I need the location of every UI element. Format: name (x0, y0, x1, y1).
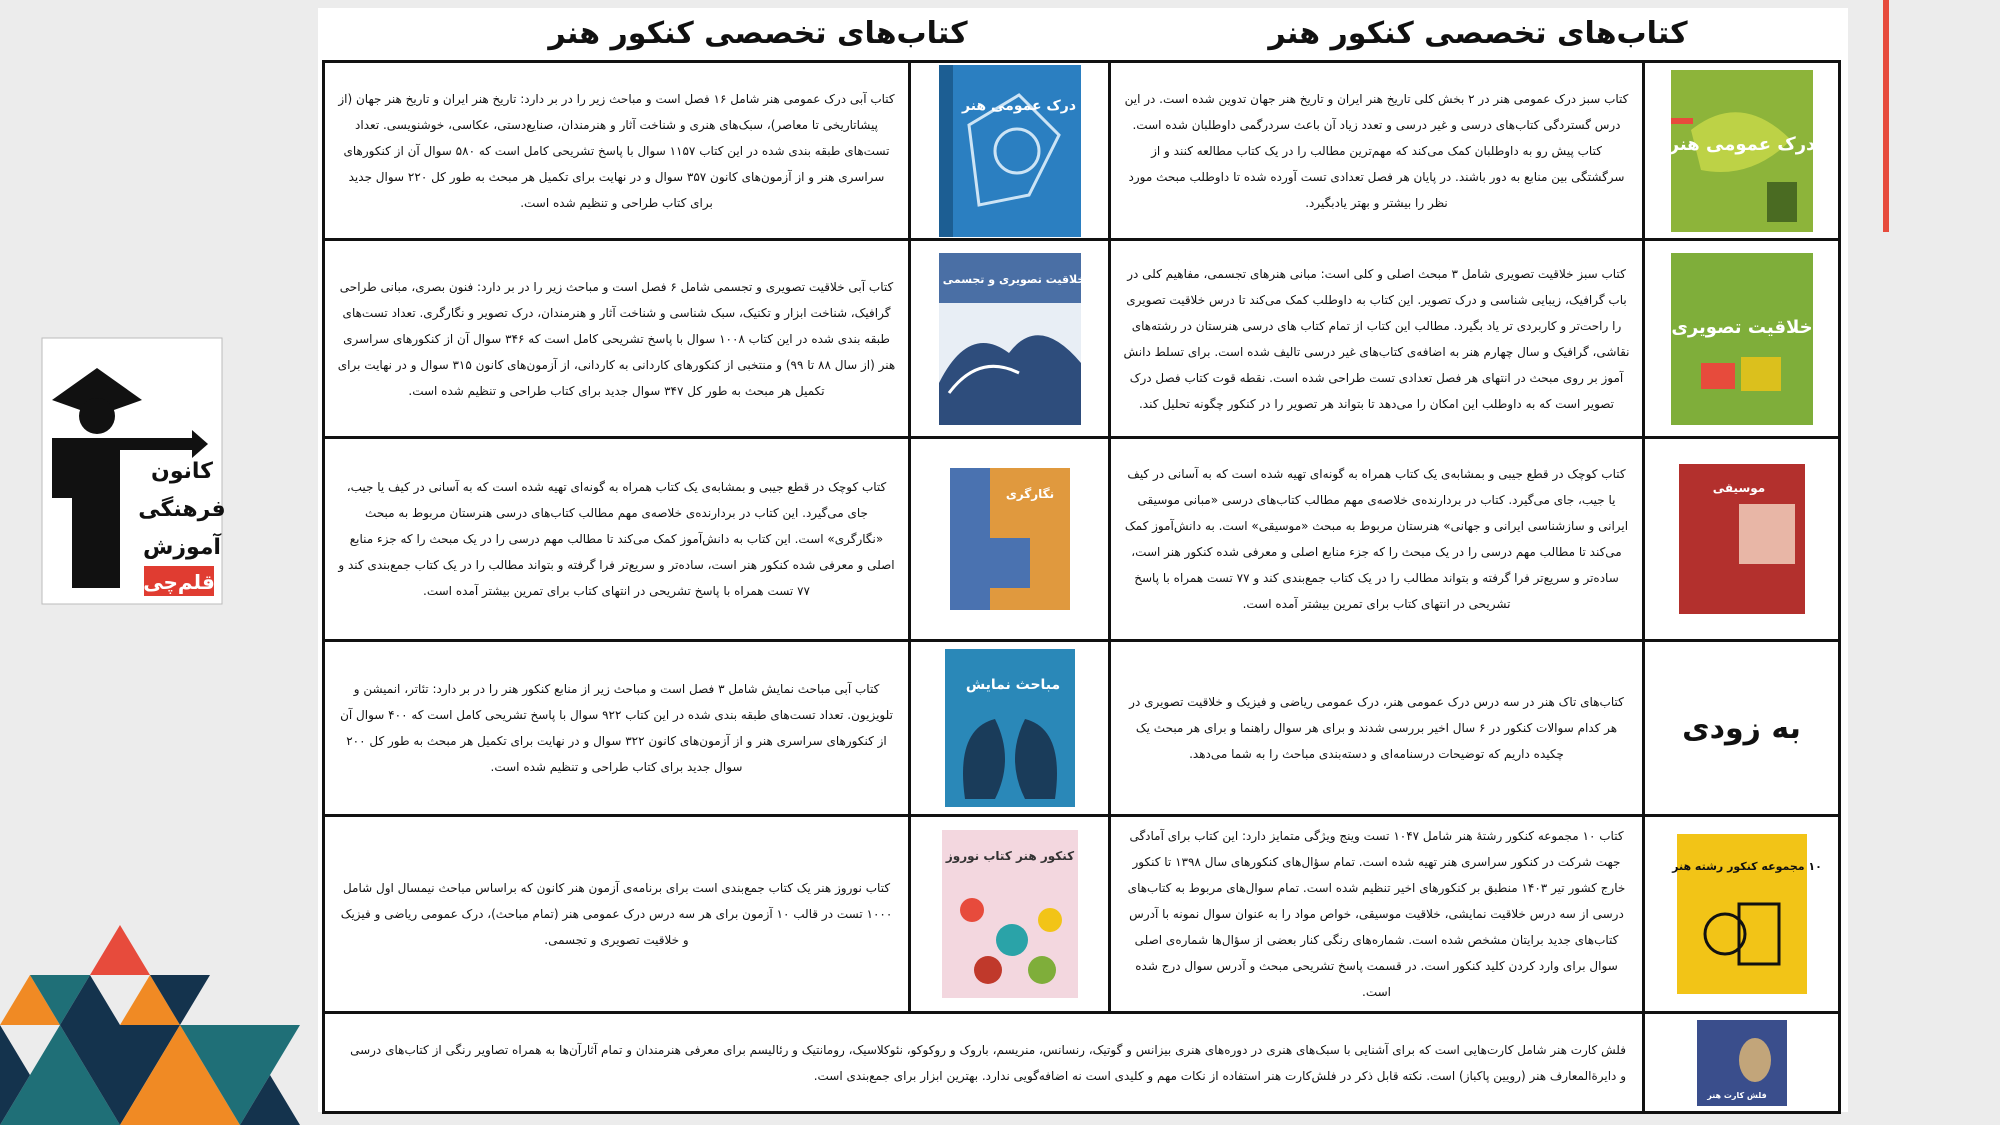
description-cell (324, 641, 910, 816)
book-cover-cell (1644, 240, 1840, 438)
book-cover-negargari (950, 468, 1070, 610)
cover-title: فلش کارت هنر (1706, 1090, 1767, 1100)
accent-red-line (1883, 0, 1889, 232)
description-cell (1110, 240, 1644, 438)
table-row (324, 641, 1840, 816)
book-description: کتاب ۱۰ مجموعه کنکور رشتهٔ هنر شامل ۱۰۴۷ تست وینج ویژگی متمایز دارد: این کتاب برای آمادگی جهت شرکت در کنکور سراسری هنر تهیه شده است. تمام سؤال‌های کنکورهای سال ۱۳۹۸ تا کنکور خارج کشور تیر ۱۴۰۳ منطبق بر کنکورهای اخیر تنظیم شده است. تمام سوال‌های مربوط به کتاب‌های درسی از سه درس خلاقیت نمایشی، خلاقیت موسیقی، خواص مواد را به عنوان سوال نمونه با آدرس کتاب‌های جدید برایتان مشخص شده است. شماره‌های رنگی کنار بعضی از سؤال‌ها شماره‌ی اصلی سوال برای وارد کردن کلید کنکور است. در قسمت پاسخ تشریحی مبحث و آدرس سوال درج شده است. (1127, 829, 1626, 999)
book-cover-blue-omomi (939, 65, 1081, 237)
logo-line-1: کانون (151, 459, 213, 484)
book-description: کتاب آبی مباحث نمایش شامل ۳ فصل است و مباحث زیر از منابع کنکور هنر را در بر دارد: تئاتر، انمیشن و تلویزیون. تعداد تست‌های طبقه بندی شده در این کتاب ۹۲۲ سوال با پاسخ تشریحی کامل است که ۴۰۰ سوال آن از کنکورهای سراسری هنر و از آزمون‌های کانون ۳۲۲ سوال و در نهایت برای تکمیل هر مبحث به طور کل ۲۰۰ سوال جدید برای کتاب طراحی و تنظیم شده است. (340, 682, 893, 774)
book-cover-cell (1644, 1013, 1840, 1113)
table-row (324, 62, 1840, 240)
description-cell (1110, 438, 1644, 641)
cover-title: خلاقیت تصویری و تجسمی (942, 272, 1085, 286)
logo-line-3: آموزش (143, 535, 221, 560)
book-description: کتاب نوروز هنر یک کتاب جمع‌بندی است برای برنامه‌ی آزمون هنر کانون که براساس مباحث نیمسال اول شامل ۱۰۰۰ تست در قالب ۱۰ آزمون برای هر سه درس درک عمومی هنر (تمام مباحث)، درک عمومی ریاضی و فیزیک و خلاقیت تصویری و تجسمی. (340, 881, 893, 947)
book-cover-cell (910, 816, 1110, 1013)
cover-title: مباحث نمایش (965, 677, 1060, 693)
description-cell (324, 62, 910, 240)
book-cover-cell (1644, 438, 1840, 641)
coming-soon-label: به زودی (1682, 710, 1801, 746)
book-cover-cell (910, 438, 1110, 641)
table-row (324, 438, 1840, 641)
book-description: کتاب‌های تاک هنر در سه درس درک عمومی هنر، درک عمومی ریاضی و فیزیک و خلاقیت تصویری در هر کدام سوالات کنکور در ۶ سال اخیر بررسی شدند و برای هر سوال راهنما و برای هر مبحث یک چکیده داریم که توضیحات درسنامه‌ای و دسته‌بندی مباحث را به شما می‌دهد. (1129, 695, 1624, 761)
book-cover-khalaghiat (1671, 253, 1813, 425)
cover-title: درک عمومی هنر (1668, 133, 1815, 155)
book-cover-flash-card (1697, 1020, 1787, 1106)
description-cell (324, 240, 910, 438)
book-cover-dark-omomi (1668, 70, 1815, 232)
book-cover-norooz (942, 830, 1078, 998)
catalog-sheet (318, 8, 1848, 1112)
book-description: فلش کارت هنر شامل کارت‌هایی است که برای آشنایی با سبک‌های هنری در دوره‌های هنری بیزانس و گوتیک، رنسانس، منریسم، باروک و روکوکو، نئوکلاسیک، رومانتیک و رئالیسم برای معرفی هنرمندان و تمام آثارآن‌ها به همراه تصاویر رنگی از کتاب‌های درسی و دایرة‌المعارف هنر (رویین پاکباز) است. نکته قابل ذکر در فلش‌کارت هنر استفاده از نکات مهم و کلیدی است نه اضافه‌گویی ندارد. بهترین ابزار برای جمع‌بندی است. (350, 1042, 1626, 1083)
book-cover-cell (1644, 62, 1840, 240)
header-left: کتاب‌های تخصصی کنکور هنر (548, 16, 968, 51)
book-cover-cell (1644, 816, 1840, 1013)
description-cell (324, 438, 910, 641)
book-cover-khalaghiat-tajasomi (939, 253, 1085, 425)
book-description: کتاب آبی درک عمومی هنر شامل ۱۶ فصل است و مباحث زیر را در بر دارد: تاریخ هنر ایران و تاریخ هنر جهان (از پیشاتاریخی تا معاصر)، سبک‌های هنری و شناخت آثار و هنرمندان، صنایع‌دستی، عکاسی، خوشنویسی. تعداد تست‌های طبقه بندی شده در این کتاب ۱۱۵۷ سوال با پاسخ تشریحی کامل است که ۵۸۰ سوال آن از کنکورهای سراسری هنر و از آزمون‌های کانون ۳۵۷ سوال و در نهایت برای تکمیل هر مبحث به طور کل ۲۲۰ سوال جدید برای کتاب طراحی و تنظیم شده است. (338, 91, 895, 210)
logo-line-2: فرهنگی (138, 497, 226, 522)
table-row (324, 816, 1840, 1013)
book-description: کتاب سبز درک عمومی هنر در ۲ بخش کلی تاریخ هنر ایران و تاریخ هنر جهان تدوین شده است. در این درس گستردگی کتاب‌های درسی و غیر درسی و تعدد زیاد آن باعث سردرگمی داوطلبان شده است. کتاب پیش رو به داوطلبان کمک می‌کند که مهم‌ترین مطالب را در یک کتاب مطالعه کنند و از سرگشتگی بین منابع به دور باشند. در پایان هر فصل تعدادی تست آورده شده تا داوطلب مبحث مورد نظر را بیشتر و بهتر یادبگیرد. (1124, 91, 1629, 210)
cover-title: نگارگری (1005, 487, 1054, 501)
book-cover-cell (910, 240, 1110, 438)
book-cover-cell (910, 62, 1110, 240)
description-cell (324, 816, 910, 1013)
book-description: کتاب آبی خلاقیت تصویری و تجسمی شامل ۶ فصل است و مباحث زیر را در بر دارد: فنون بصری، مبانی طراحی گرافیک، شناخت ابزار و تکنیک، سبک شناسی و شناخت آثار و هنرمندان، درک تصویر و نگارگری. تعداد تست‌های طبقه بندی شده در این کتاب ۱۰۰۸ سوال با پاسخ تشریحی کامل است که ۳۴۶ سوال آن از کنکورهای سراسری هنر (از سال ۸۸ تا ۹۹) و منتخبی از کنکورهای کاردانی به کاردانی، از آزمون‌های کانون ۳۱۵ سوال و در نهایت برای تکمیل هر مبحث به طور کل ۳۴۷ سوال جدید برای کتاب طراحی و تنظیم شده است. (337, 279, 896, 398)
book-cover-10-majmooe (1671, 834, 1822, 994)
cover-title: موسیقی (1712, 481, 1765, 495)
decorative-triangles (0, 925, 320, 1125)
book-description: کتاب کوچک در قطع جیبی و بمشابه‌ی یک کتاب همراه به گونه‌ای تهیه شده است که به آسانی در کیف یا جیب، جای می‌گیرد. این کتاب در بردارنده‌ی خلاصه‌ی مهم مطالب کتاب‌های درسی هنرستان مربوط به مبحث «نگارگری» است. این کتاب به دانش‌آموز کمک می‌کند تا مطالب مهم درسی را در یک مبحث را که جزء منابع اصلی و معرفی شده کنکور هنر است، ساده‌تر و سریع‌تر فرا گرفته و بتواند مطالب را در یک کتاب جمع‌بندی کند و ۷۷ تست همراه با پاسخ تشریحی در انتهای کتاب برای تمرین بیشتر آمده است. (338, 480, 895, 598)
cover-title: خلاقیت تصویری (1670, 316, 1813, 338)
table-row (324, 240, 1840, 438)
book-table (322, 60, 1841, 1114)
description-cell (1110, 641, 1644, 816)
header-right: کتاب‌های تخصصی کنکور هنر (1268, 16, 1688, 51)
book-cover-mabahes-namayesh (945, 649, 1075, 807)
book-cover-cell (910, 641, 1110, 816)
book-description: کتاب سبز خلاقیت تصویری شامل ۳ مبحث اصلی و کلی است: مبانی هنرهای تجسمی، مفاهیم کلی در باب گرافیک، زیبایی شناسی و درک تصویر. این کتاب به داوطلب کمک می‌کند تا درس خلاقیت تصویری را راحت‌تر و کاربردی تر یاد بگیرد. مطالب این کتاب از تمام کتاب های درسی هنرستان در رشته‌های نقاشی، گرافیک و سال چهارم هنر به اضافه‌ی کتاب‌های غیر درسی تالیف شده است. برای تسلط دانش آموز بر روی مبحث در انتهای هر فصل تعدادی تست طراحی شده است. نقطه قوت کتاب فصل درک تصویر است که به داوطلب این امکان را می‌دهد تا بتواند هر تصویر را در کنکور چگونه تحلیل کند. (1123, 266, 1630, 411)
coming-soon-cell (1644, 641, 1840, 816)
logo-line-4: قلم‌چی (143, 570, 215, 594)
description-cell (1110, 816, 1644, 1013)
table-row (324, 1013, 1840, 1113)
logo (42, 338, 226, 604)
description-cell (324, 1013, 1644, 1113)
book-description: کتاب کوچک در قطع جیبی و بمشابه‌ی یک کتاب همراه به گونه‌ای تهیه شده است که به آسانی در کیف یا جیب، جای می‌گیرد. کتاب در بردارنده‌ی خلاصه‌ی مهم مطالب کتاب‌های درسی «مبانی موسیقی ایرانی و سازشناسی ایرانی و جهانی» هنرستان مربوط به مبحث «موسیقی» است. به دانش‌آموز کمک می‌کند تا مطالب مهم درسی را در یک مبحث را که جزء منابع اصلی و معرفی شده کنکور هنر است، ساده‌تر و سریع‌تر فرا گرفته و بتواند مطالب را در یک کتاب جمع‌بندی کند و ۷۷ تست همراه با پاسخ تشریحی در انتهای کتاب برای تمرین بیشتر آمده است. (1124, 467, 1629, 611)
book-cover-musighi (1679, 464, 1805, 614)
description-cell (1110, 62, 1644, 240)
cover-title: درک عمومی هنر (961, 97, 1076, 114)
cover-title: ۱۰ مجموعه کنکور رشته هنر (1671, 860, 1822, 873)
cover-title: کنکور هنر کتاب نوروز (945, 849, 1074, 863)
